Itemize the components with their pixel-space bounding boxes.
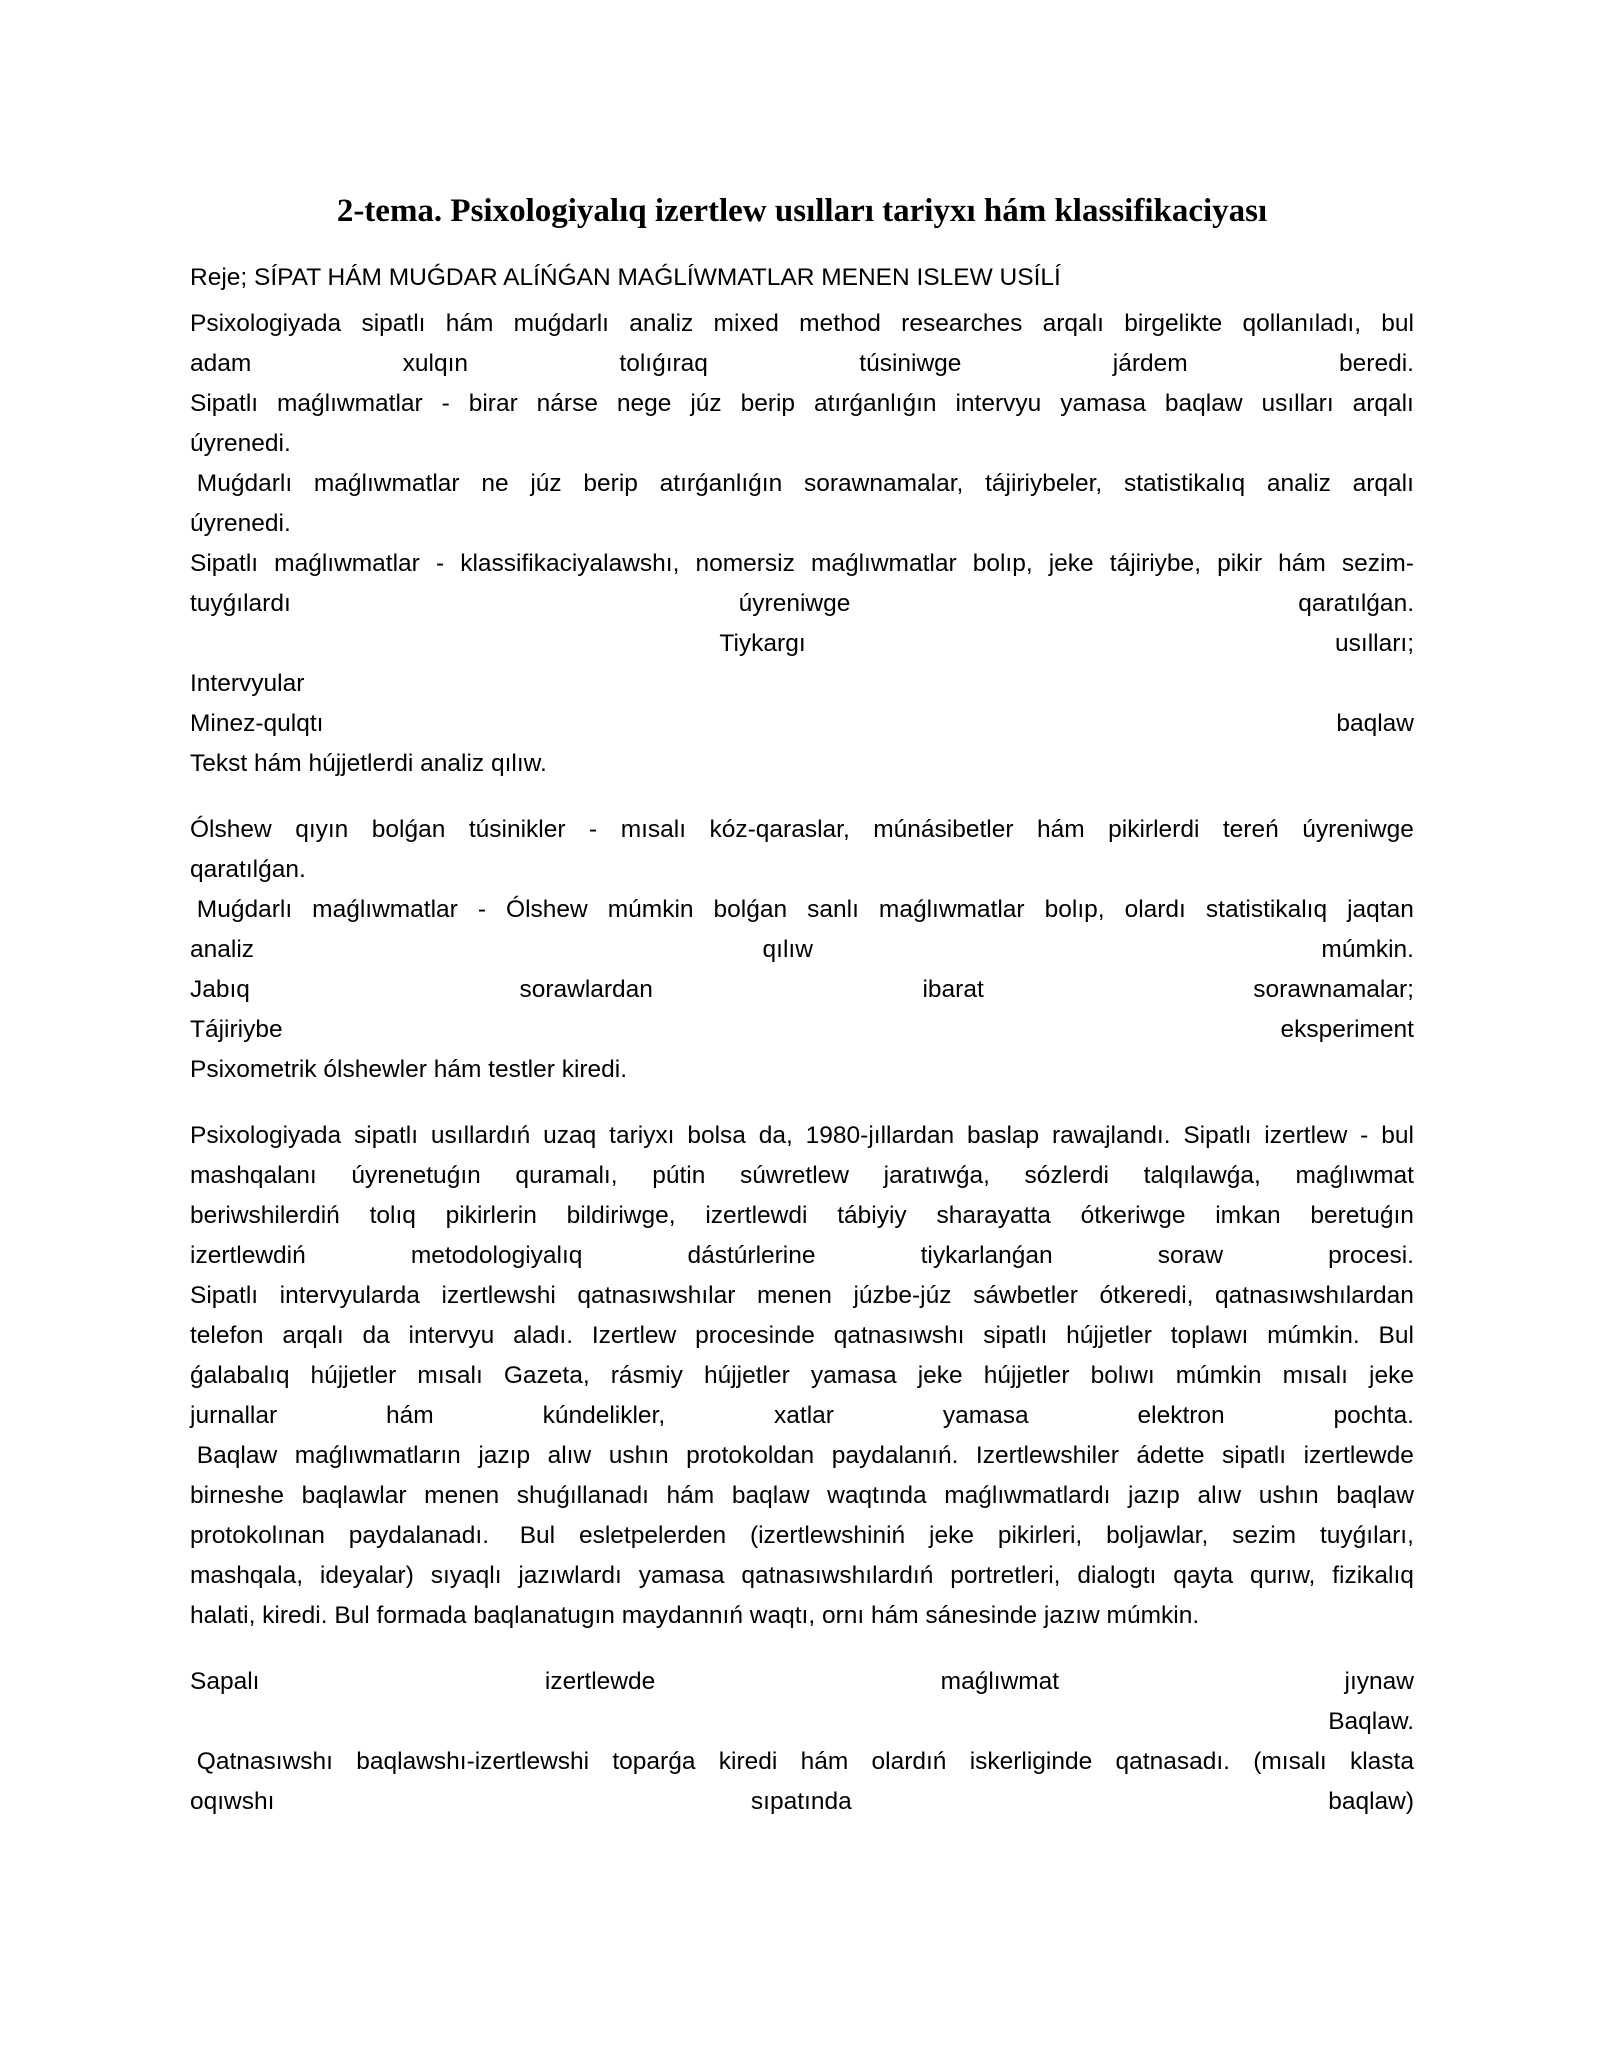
word: Muǵdarlı [190, 470, 293, 497]
word: baqlaw [1336, 1482, 1414, 1509]
word: analiz [1266, 470, 1331, 497]
word: úyrenetuǵın [351, 1162, 481, 1189]
word: sharayatta [936, 1202, 1051, 1229]
word: imkan [1215, 1202, 1281, 1229]
word: nárse [536, 390, 598, 417]
word: Jabıq [190, 976, 250, 1003]
word: qatnasadı. [1115, 1748, 1230, 1775]
word: usıllardıń [430, 1122, 531, 1149]
word: intervyu [955, 390, 1042, 417]
word: beriwshilerdiń [190, 1202, 340, 1229]
text-line: qaratılǵan. [190, 856, 306, 883]
word: researches [901, 310, 1023, 337]
word: jurnallar [190, 1402, 278, 1429]
word: múmkin. [1321, 936, 1414, 963]
text-line [190, 304, 1414, 344]
word: atırǵanlıǵın [659, 470, 783, 497]
word: analiz [629, 310, 694, 337]
word: Sipatlı [1183, 1122, 1252, 1149]
word: method [799, 310, 881, 337]
word: baqlaw [731, 1482, 810, 1509]
word: ushın [1258, 1482, 1319, 1509]
text-line [190, 1156, 1414, 1196]
word: protokolınan [190, 1522, 325, 1549]
word: izertlewdiń [190, 1242, 306, 1269]
word: da, [758, 1122, 793, 1149]
word: mısalı [1282, 1362, 1348, 1389]
word: júz [530, 470, 562, 497]
word: sózlerdi [1024, 1162, 1109, 1189]
word: maǵlıwmatlar [312, 896, 458, 923]
word: bolıp, [972, 550, 1033, 577]
word: soraw [1157, 1242, 1224, 1269]
word: sorawlardan [519, 976, 653, 1003]
word: hám [1037, 816, 1085, 843]
word: intervyularda [279, 1282, 420, 1309]
text-line [190, 890, 1414, 930]
word: rawajlandı. [1052, 1122, 1171, 1149]
text-line: Tekst hám hújjetlerdi analiz qılıw. [190, 750, 547, 777]
word: jaratıwǵa, [883, 1162, 990, 1189]
word: toplawı [1170, 1322, 1249, 1349]
word: maǵlıwmatlar [878, 896, 1025, 923]
word: baqlawshı-izertlewshi [356, 1748, 590, 1775]
word: qatnasıwshılar [577, 1282, 736, 1309]
word: adam [190, 350, 252, 377]
word: statistikalıq [1123, 470, 1246, 497]
word: hújjetler [310, 1362, 397, 1389]
word: (mısalı [1253, 1748, 1327, 1775]
word: arqalı [1352, 390, 1414, 417]
word: atırǵanlıǵın [813, 390, 937, 417]
word: pochta. [1333, 1402, 1414, 1429]
word: aladı. [513, 1322, 574, 1349]
word: - [1360, 1122, 1369, 1149]
plan-line: Reje; SÍPAT HÁM MUǴDAR ALÍŃǴAN MAǴLÍWMATLAR MENEN ISLEW USÍLÍ [190, 264, 1061, 291]
word: - [589, 816, 598, 843]
word: múmkin. [1267, 1322, 1360, 1349]
word: júzbe-júz [853, 1282, 952, 1309]
word: úyreniwge [738, 590, 851, 617]
word: jıynaw [1344, 1668, 1414, 1695]
word: maǵlıwmatlardı [944, 1482, 1111, 1509]
word: qayta [1173, 1562, 1234, 1589]
word: Sipatlı [190, 1282, 259, 1309]
text-line: Baqlaw. [1328, 1708, 1414, 1735]
word: Qatnasıwshı [190, 1748, 333, 1775]
word: sipatlı [361, 310, 426, 337]
word: analiz [190, 936, 255, 963]
word: jazıp [1128, 1482, 1180, 1509]
word: qaratılǵan. [1298, 590, 1414, 617]
word: ushın [608, 1442, 669, 1469]
text-line [190, 1516, 1414, 1556]
word: ótkeriwge [1080, 1202, 1186, 1229]
word: portretleri, [950, 1562, 1061, 1589]
text-line [190, 1316, 1414, 1356]
text-line: Intervyular [190, 670, 305, 697]
word: izertlewdi [705, 1202, 808, 1229]
word: Ólshew [506, 896, 588, 923]
word: beretuǵın [1310, 1202, 1414, 1229]
word: kúndelikler, [542, 1402, 666, 1429]
word: hám [1278, 550, 1326, 577]
word: bolıp, [1044, 896, 1105, 923]
word: maǵlıwmat [1295, 1162, 1414, 1189]
text-line [190, 1010, 1414, 1050]
word: sıyaqlı [430, 1562, 502, 1589]
word: jeke [917, 1362, 963, 1389]
word: boljawlar, [1106, 1522, 1209, 1549]
word: shuǵıllanadı [516, 1482, 649, 1509]
word: baqlaw [1336, 710, 1414, 737]
word: Minez-qulqtı [190, 710, 324, 737]
word: hám [666, 1482, 715, 1509]
word: múnásibetler [873, 816, 1014, 843]
word: izertlewde [1303, 1442, 1414, 1469]
word: maǵlıwmatlar [274, 550, 420, 577]
text-line [190, 1782, 1414, 1822]
word: hújjetler [1066, 1322, 1152, 1349]
word: ótkeredi, [1099, 1282, 1194, 1309]
word: ibarat [922, 976, 984, 1003]
text-line: úyrenedi. [190, 430, 291, 457]
word: sezim [1232, 1522, 1297, 1549]
word: jazıp [478, 1442, 531, 1469]
word: arqalı [1042, 310, 1104, 337]
word: baslap [966, 1122, 1040, 1149]
text-line [190, 584, 1414, 624]
word: Izertlew [591, 1322, 677, 1349]
word: Psixologiyada [190, 310, 342, 337]
word: tábiyiy [837, 1202, 907, 1229]
word: tiykarlanǵan [920, 1242, 1053, 1269]
word: olardıń [871, 1748, 947, 1775]
word: baqlaw [1164, 390, 1243, 417]
word: qollanıladı, [1242, 310, 1362, 337]
word: rásmiy [610, 1362, 683, 1389]
word: hújjetler [703, 1362, 790, 1389]
word: statistikalıq [1205, 896, 1328, 923]
word: qatnasıwshı [833, 1322, 965, 1349]
word: tuyǵılardı [190, 590, 291, 617]
word: hújjetler [983, 1362, 1070, 1389]
text-line: Psixometrik ólshewler hám testler kiredi. [190, 1056, 628, 1083]
word: paydalanıń. [831, 1442, 959, 1469]
word: sipatlı [1222, 1442, 1287, 1469]
word: pikirlerdi [1108, 816, 1200, 843]
word: ne [481, 470, 509, 497]
word: túsinikler [468, 816, 566, 843]
word: fizikalıq [1332, 1562, 1414, 1589]
word: procesinde [695, 1322, 815, 1349]
word: yamasa [810, 1362, 897, 1389]
word: esletpelerden [578, 1522, 727, 1549]
word: yamasa [942, 1402, 1029, 1429]
word: xatlar [774, 1402, 834, 1429]
word: jaqtan [1347, 896, 1414, 923]
word: birgelikte [1124, 310, 1223, 337]
word: - [441, 390, 450, 417]
text-line [190, 1476, 1414, 1516]
word: mısalı [417, 1362, 483, 1389]
word: berip [740, 390, 796, 417]
text-line [190, 344, 1414, 384]
word: Izertlewshiler [975, 1442, 1119, 1469]
word: baqlaw) [1328, 1788, 1414, 1815]
text-line [190, 1436, 1414, 1476]
word: maǵlıwmatlar [277, 390, 423, 417]
word: bul [1381, 310, 1414, 337]
text-line [190, 1556, 1414, 1596]
word: Sipatlı [190, 390, 259, 417]
text-line [190, 544, 1414, 584]
word: járdem [1112, 350, 1188, 377]
word: arqalı [1352, 470, 1414, 497]
word: 1980-jıllardan [805, 1122, 955, 1149]
text-line [190, 1276, 1414, 1316]
word: qatnasıwshılardan [1215, 1282, 1414, 1309]
word: izertlewde [544, 1668, 656, 1695]
word: ǵalabalıq [190, 1362, 290, 1389]
word: jeke [929, 1522, 974, 1549]
word: metodologiyalıq [410, 1242, 583, 1269]
text-line [190, 930, 1414, 970]
word: sipatlı [354, 1122, 419, 1149]
word: izertlew [1264, 1122, 1348, 1149]
word: procesi. [1328, 1242, 1414, 1269]
word: pikirlerin [445, 1202, 537, 1229]
text-line: halati, kiredi. Bul formada baqlanatugın maydannıń waqtı, ornı hám sánesinde jazıw múmkin. [190, 1602, 1200, 1629]
text-line [190, 1356, 1414, 1396]
word: bildiriwge, [566, 1202, 676, 1229]
word: maǵlıwmatlar [810, 550, 957, 577]
word: júz [690, 390, 722, 417]
text-line [190, 1742, 1414, 1782]
word: jeke [1048, 550, 1094, 577]
text-line [190, 1662, 1414, 1702]
word: pútin [652, 1162, 706, 1189]
word: elektron [1137, 1402, 1225, 1429]
word: maǵlıwmat [940, 1668, 1060, 1695]
text-line [190, 464, 1414, 504]
word: ádette [1136, 1442, 1205, 1469]
word: múmkin [607, 896, 694, 923]
word: (izertlewshiniń [749, 1522, 906, 1549]
word: tolıǵıraq [619, 350, 708, 377]
word: quramalı, [515, 1162, 618, 1189]
word: alıw [1197, 1482, 1242, 1509]
word: uzaq [543, 1122, 597, 1149]
word: dástúrlerine [687, 1242, 816, 1269]
word: - [477, 896, 487, 923]
word: sanlı [807, 896, 859, 923]
word: tuyǵıları, [1319, 1522, 1414, 1549]
word: sezim- [1341, 550, 1414, 577]
word: qurıw, [1249, 1562, 1316, 1589]
word: mashqala, [190, 1562, 304, 1589]
word: xulqın [402, 350, 469, 377]
word: pikir [1217, 550, 1262, 577]
text-line [190, 384, 1414, 424]
word: protokoldan [686, 1442, 815, 1469]
word: toparǵa [612, 1748, 696, 1775]
word: baqlawlar [301, 1482, 407, 1509]
word: birneshe [190, 1482, 284, 1509]
word: iskerliginde [969, 1748, 1093, 1775]
word: Tájiriybe [190, 1016, 283, 1043]
word: qılıw [762, 936, 813, 963]
word: sıpatında [750, 1788, 852, 1815]
word: talqılawǵa, [1143, 1162, 1261, 1189]
word: tolıq [369, 1202, 416, 1229]
word: waqtında [827, 1482, 927, 1509]
word: maǵlıwmatların [294, 1442, 461, 1469]
word: pikirleri, [997, 1522, 1083, 1549]
text-line [190, 810, 1414, 850]
text-line [190, 704, 1414, 744]
word: bul [1381, 1122, 1414, 1149]
word: Tiykargı [719, 630, 806, 657]
word: bolsa [687, 1122, 746, 1149]
word: alıw [547, 1442, 592, 1469]
text-line: úyrenedi. [190, 510, 291, 537]
word: múmkin [1175, 1362, 1262, 1389]
word: sorawnamalar; [1253, 976, 1414, 1003]
word: bolıwı [1090, 1362, 1155, 1389]
word: maǵlıwmatlar [313, 470, 460, 497]
word: súwretlew [740, 1162, 849, 1189]
word: intervyu [408, 1322, 495, 1349]
word: mixed [713, 310, 779, 337]
word: muǵdarlı [513, 310, 609, 337]
word: Ólshew [190, 816, 272, 843]
word: hám [386, 1402, 434, 1429]
word: klasta [1349, 1748, 1414, 1775]
word: eksperiment [1280, 1016, 1414, 1043]
word: bolǵan [713, 896, 788, 923]
word: - [435, 550, 445, 577]
word: berip [583, 470, 638, 497]
word: klassifikaciyalawshı, [460, 550, 680, 577]
word: qıyın [295, 816, 349, 843]
word: ideyalar) [319, 1562, 414, 1589]
word: mashqalanı [190, 1162, 317, 1189]
word: sipatlı [983, 1322, 1048, 1349]
word: sorawnamalar, [804, 470, 964, 497]
word: jeke [1369, 1362, 1414, 1389]
word: paydalanadı. [348, 1522, 490, 1549]
word: mısalı [620, 816, 687, 843]
word: úyreniwge [1302, 816, 1414, 843]
word: beredi. [1339, 350, 1414, 377]
word: izertlewshi [441, 1282, 556, 1309]
word: nomersiz [695, 550, 795, 577]
word: túsiniwge [859, 350, 962, 377]
word: Psixologiyada [190, 1122, 342, 1149]
word: Gazeta, [503, 1362, 590, 1389]
word: Sipatlı [190, 550, 259, 577]
word: kóz-qaraslar, [709, 816, 850, 843]
word: Baqlaw [190, 1442, 278, 1469]
text-line [190, 1196, 1414, 1236]
word: tereń [1222, 816, 1279, 843]
word: telefon [190, 1322, 264, 1349]
word: kiredi [718, 1748, 778, 1775]
word: sáwbetler [973, 1282, 1078, 1309]
word: usılları; [1335, 630, 1414, 657]
word: birar [468, 390, 518, 417]
text-line [190, 1396, 1414, 1436]
text-line [190, 1236, 1414, 1276]
word: hám [445, 310, 494, 337]
word: yamasa [638, 1562, 725, 1589]
word: arqalı [282, 1322, 344, 1349]
word: da [362, 1322, 390, 1349]
word: menen [756, 1282, 832, 1309]
word: olardı [1124, 896, 1186, 923]
word: bolǵan [371, 816, 446, 843]
text-line [190, 970, 1414, 1010]
document-title: 2-tema. Psixologiyalıq izertlew usılları tariyxı hám klassifikaciyası [336, 193, 1268, 229]
word: Muǵdarlı [190, 896, 293, 923]
word: Sapalı [190, 1668, 260, 1695]
word: tájiriybeler, [985, 470, 1103, 497]
word: tariyxı [609, 1122, 675, 1149]
word: oqıwshı [190, 1788, 275, 1815]
word: qatnasıwshılardıń [741, 1562, 934, 1589]
word: tájiriybe, [1109, 550, 1201, 577]
word: yamasa [1060, 390, 1146, 417]
word: dialogtı [1077, 1562, 1157, 1589]
word: usılları [1261, 390, 1334, 417]
word: Bul [1378, 1322, 1414, 1349]
word: Bul [512, 1522, 556, 1549]
word: hám [800, 1748, 849, 1775]
word: nege [616, 390, 672, 417]
text-line [190, 624, 1414, 664]
word: jazıwlardı [518, 1562, 622, 1589]
word: menen [424, 1482, 500, 1509]
text-line [190, 1116, 1414, 1156]
